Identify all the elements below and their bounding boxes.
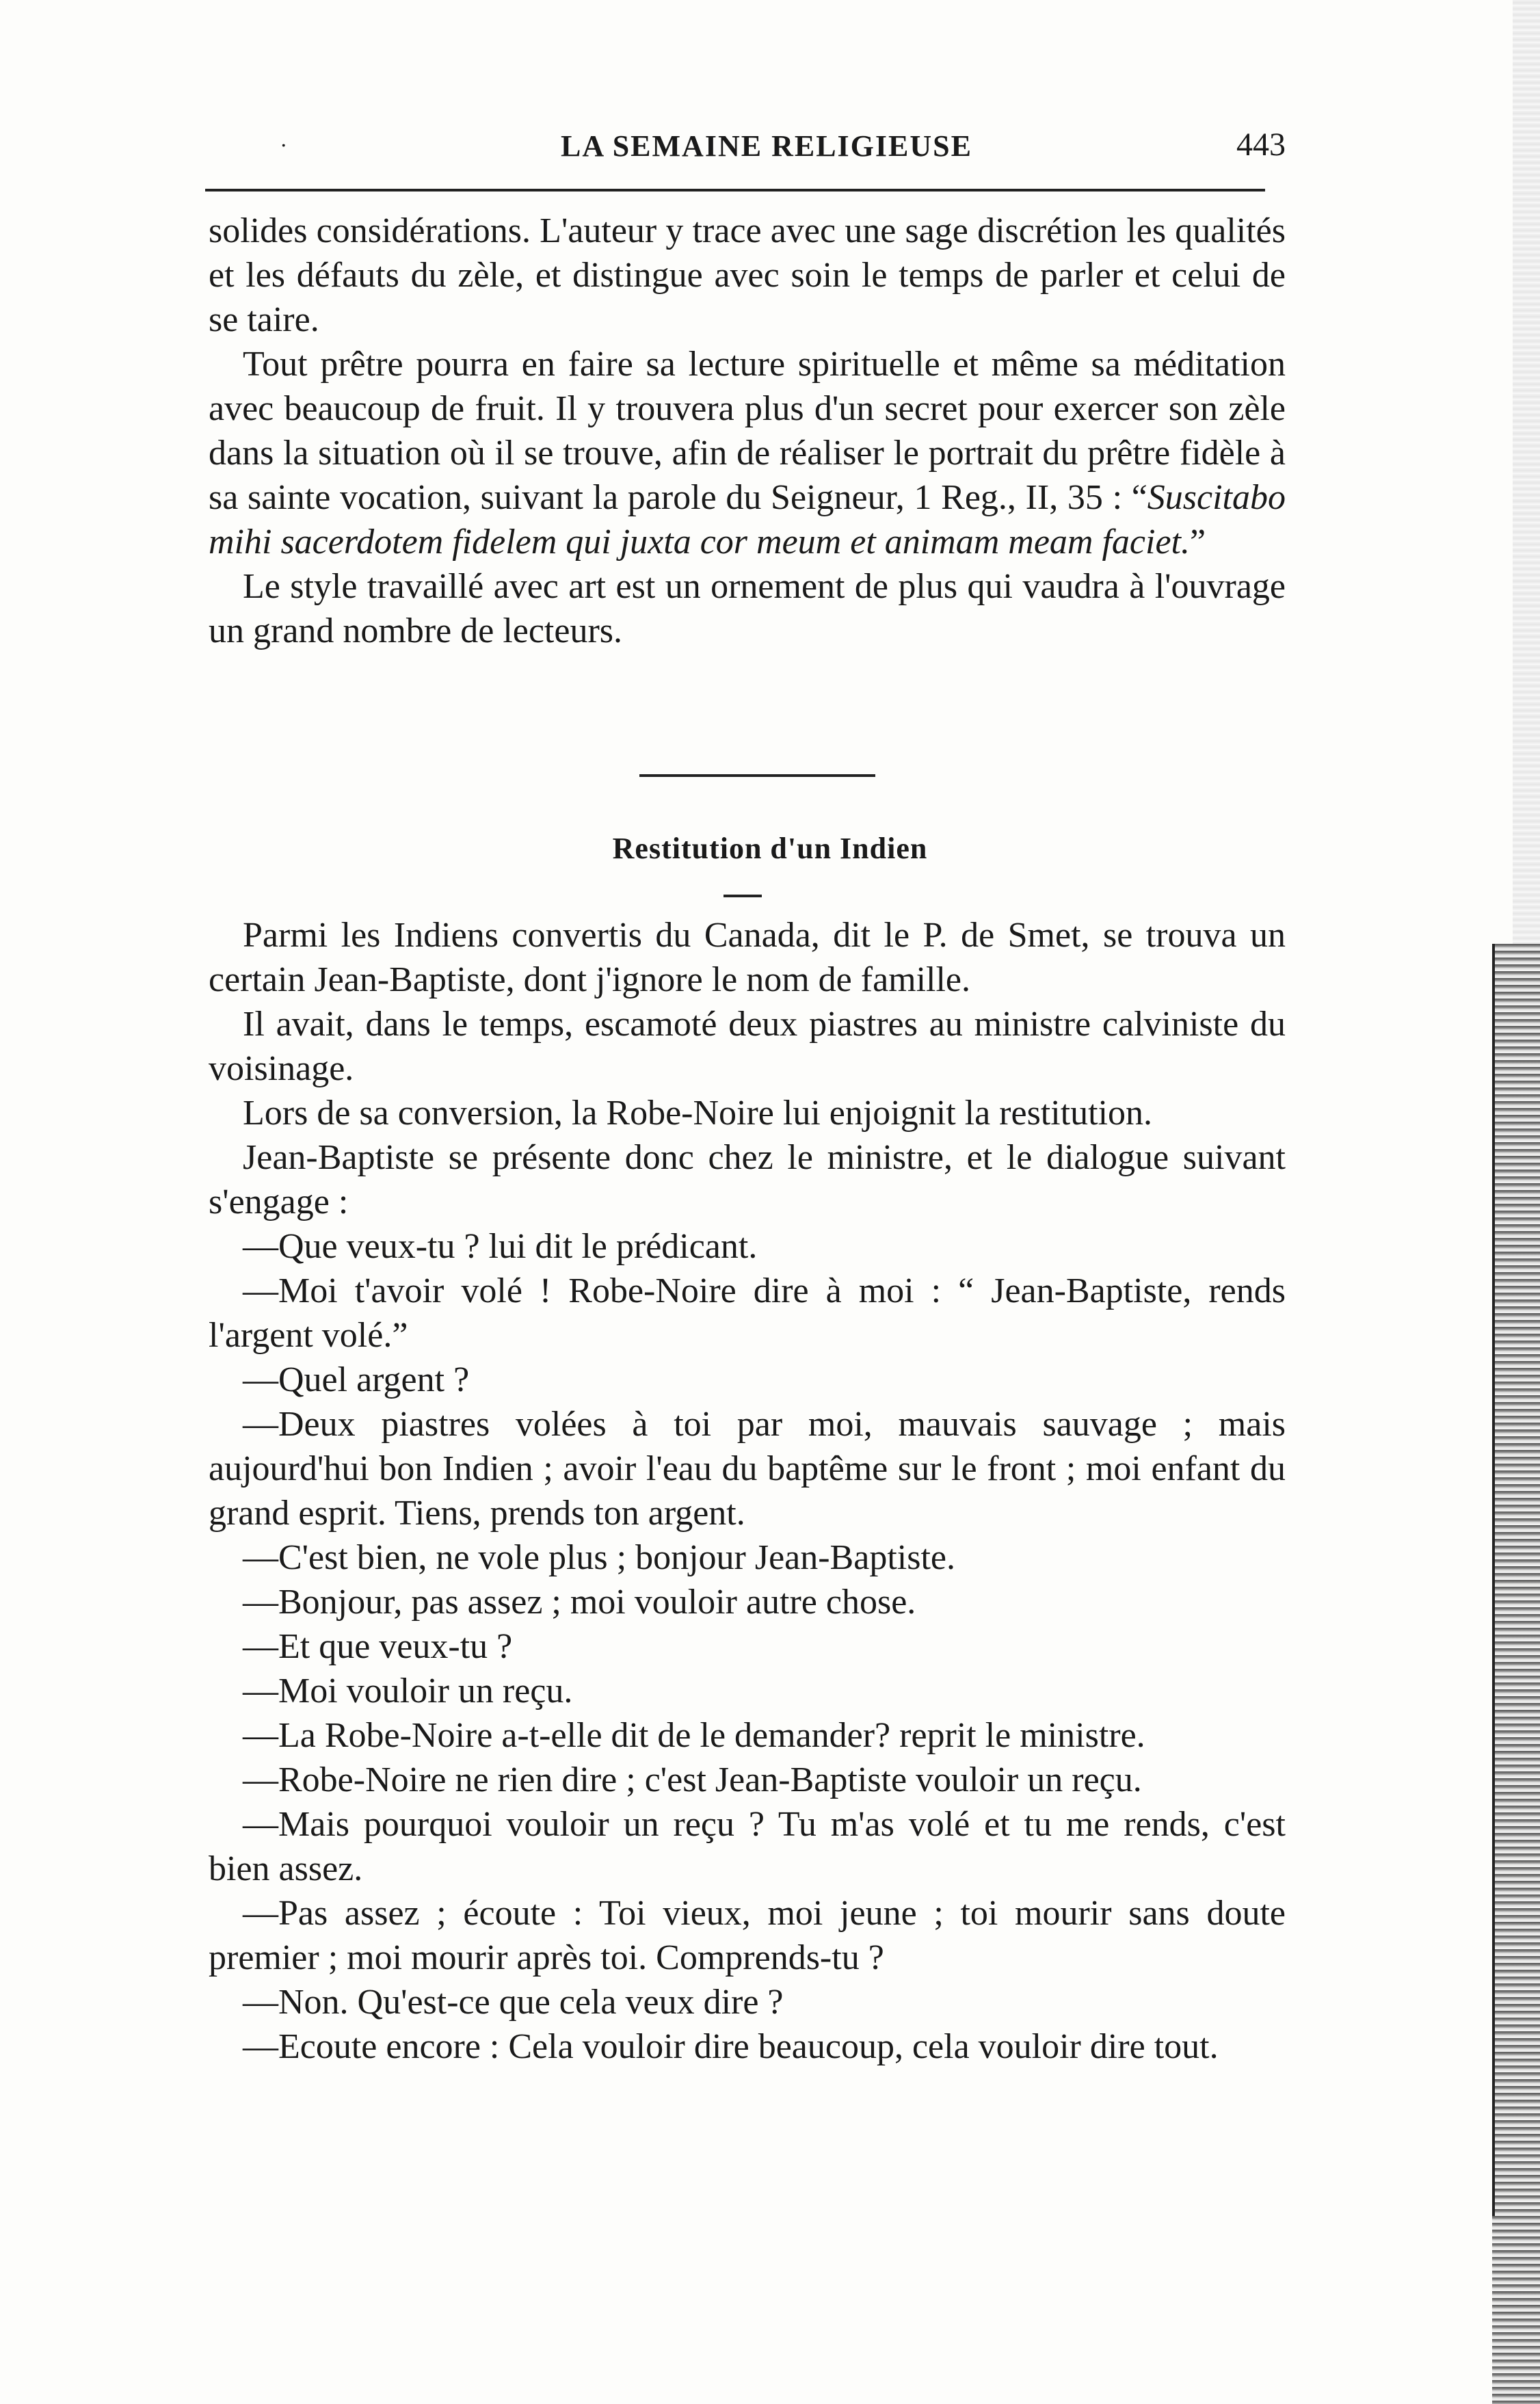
scan-margin-light bbox=[1513, 0, 1540, 944]
intro-text bbox=[209, 209, 1286, 653]
story-paragraph: —La Robe-Noire a-t-elle dit de le demander? reprit le ministre. bbox=[243, 1716, 1145, 1755]
story-text bbox=[209, 913, 1286, 2069]
story-paragraph: —Quel argent ? bbox=[243, 1360, 470, 1399]
intro-paragraph-1: solides considérations. L'auteur y trace avec une sage discrétion les qualités et les défauts du zèle, et distingue avec soin le temps de parler et celui de se taire. bbox=[209, 211, 1286, 339]
header-rule bbox=[205, 189, 1265, 191]
latin-quote: Suscitabo mihi sacerdotem fidelem qui juxta cor meum et animam meam faciet. bbox=[209, 478, 1286, 562]
story-paragraph: Parmi les Indiens convertis du Canada, dit le P. de Smet, se trouva un certain Jean-Baptiste, dont j'ignore le nom de famille. bbox=[209, 916, 1286, 999]
intro-paragraph-2 bbox=[209, 342, 1286, 564]
story-paragraph: —Que veux-tu ? lui dit le prédicant. bbox=[243, 1227, 758, 1266]
story-paragraph: Il avait, dans le temps, escamoté deux piastres au ministre calviniste du voisinage. bbox=[209, 1005, 1286, 1088]
page-header bbox=[205, 122, 1286, 176]
story-paragraph: —Ecoute encore : Cela vouloir dire beaucoup, cela vouloir dire tout. bbox=[243, 2027, 1219, 2066]
story-paragraph: —Deux piastres volées à toi par moi, mauvais sauvage ; mais aujourd'hui bon Indien ; avoir l'eau du baptême sur le front ; moi enfant du grand esprit. Tiens, prends ton argent. bbox=[209, 1405, 1286, 1533]
story-paragraph: —C'est bien, ne vole plus ; bonjour Jean-Baptiste. bbox=[243, 1538, 955, 1577]
running-title: LA SEMAINE RELIGIEUSE bbox=[561, 129, 972, 163]
story-paragraph: Jean-Baptiste se présente donc chez le ministre, et le dialogue suivant s'engage : bbox=[209, 1138, 1286, 1221]
story-paragraph: —Et que veux-tu ? bbox=[243, 1627, 513, 1666]
story-paragraph: —Bonjour, pas assez ; moi vouloir autre chose. bbox=[243, 1583, 916, 1622]
story-paragraph: —Pas assez ; écoute : Toi vieux, moi jeune ; toi mourir sans doute premier ; moi mourir après toi. Comprends-tu ? bbox=[209, 1894, 1286, 1977]
scan-edge-line bbox=[1492, 944, 1495, 2216]
intro-paragraph-2-text: Tout prêtre pourra en faire sa lecture spirituelle et même sa méditation avec beaucoup de fruit. Il y trouvera plus d'un secret pour exercer son zèle dans la situation où il se trouve, afin de réaliser le portrait du prêtre fidèle à sa sainte vocation, suivant la parole du Seigneur, 1 Reg., II, 35 : “ bbox=[209, 345, 1286, 517]
story-paragraph: —Moi vouloir un reçu. bbox=[243, 1672, 573, 1710]
intro-paragraph-3: Le style travaillé avec art est un ornement de plus qui vaudra à l'ouvrage un grand nombre de lecteurs. bbox=[209, 567, 1286, 650]
scan-margin-edge bbox=[1492, 944, 1540, 2404]
title-dash bbox=[723, 895, 762, 897]
header-dot: · bbox=[280, 134, 287, 158]
story-paragraph: —Non. Qu'est-ce que cela veux dire ? bbox=[243, 1983, 784, 2022]
story-paragraph: —Mais pourquoi vouloir un reçu ? Tu m'as volé et tu me rends, c'est bien assez. bbox=[209, 1805, 1286, 1888]
quote-close: ” bbox=[1189, 523, 1206, 562]
story-paragraph: Lors de sa conversion, la Robe-Noire lui enjoignit la restitution. bbox=[243, 1094, 1153, 1133]
story-paragraph: —Moi t'avoir volé ! Robe-Noire dire à moi : “ Jean-Baptiste, rends l'argent volé.” bbox=[209, 1271, 1286, 1355]
section-title: Restitution d'un Indien bbox=[612, 832, 928, 865]
page-number: 443 bbox=[1236, 127, 1286, 163]
story-paragraph: —Robe-Noire ne rien dire ; c'est Jean-Baptiste vouloir un reçu. bbox=[243, 1760, 1142, 1799]
section-divider bbox=[639, 774, 875, 777]
